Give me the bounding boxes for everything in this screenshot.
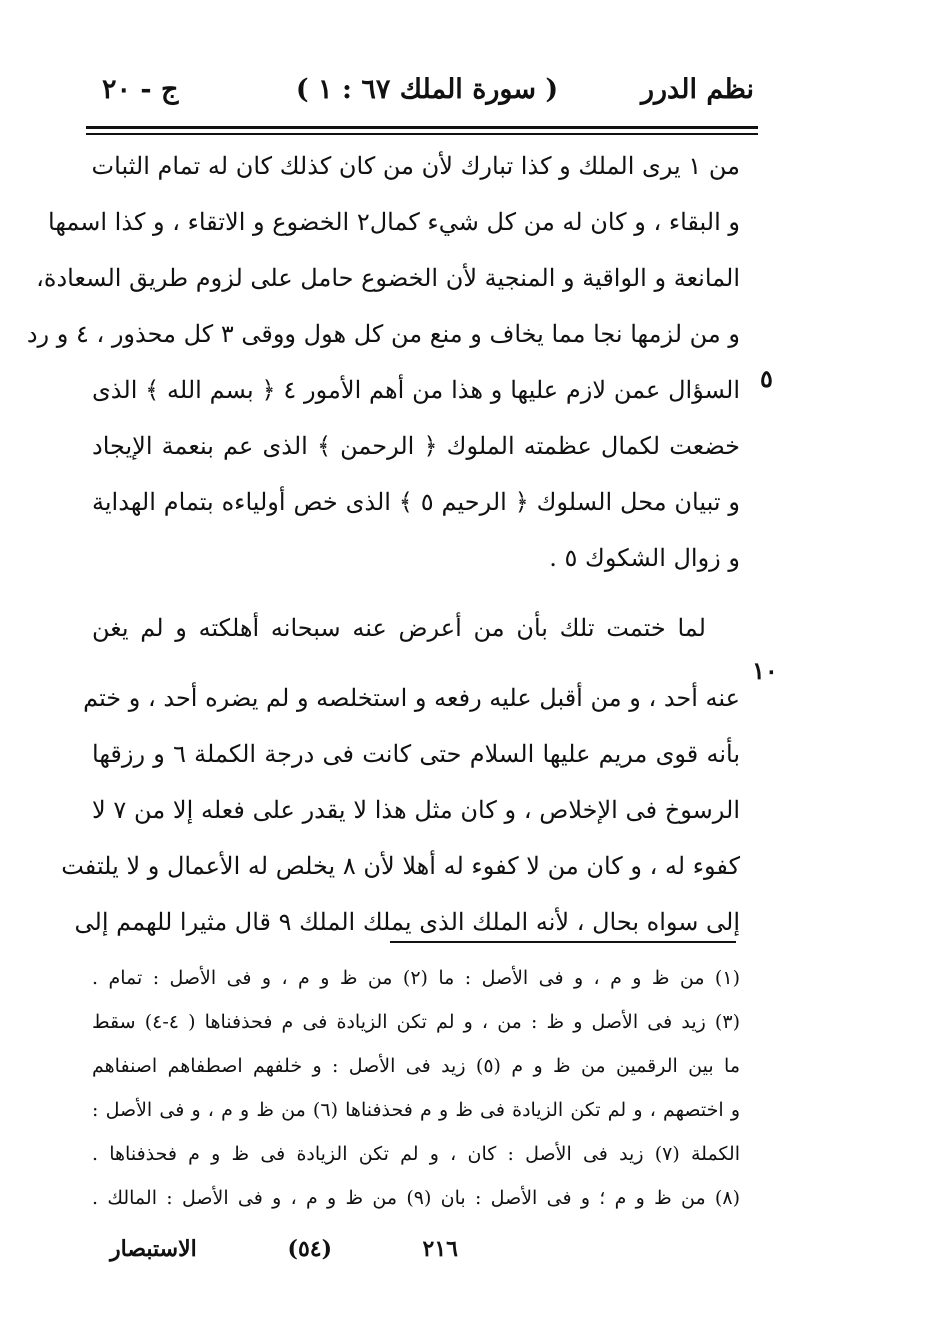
part-number: ج - ٢٠ — [102, 74, 179, 105]
page-footer — [90, 1236, 550, 1276]
footnote-line: (٨) من ظ و م ؛ و فى الأصل : بان (٩) من ظ و م ، و فى الأصل : المالك . — [92, 1187, 740, 1209]
footnote-line: ما بين الرقمين من ظ و م (٥) زيد فى الأصل : و خلفهم اصطفاهم اصنفاهم — [92, 1055, 741, 1077]
body-line: و تبيان محل السلوك ﴿ الرحيم ٥ ﴾ الذى خص أولياءه بتمام الهداية — [92, 488, 741, 516]
running-header — [92, 68, 762, 128]
body-line: كفوء له ، و كان من لا كفوء له أهلا لأن ٨ يخلص له الأعمال و لا يلتفت — [61, 852, 740, 880]
body-line: عنه أحد ، و من أقبل عليه رفعه و استخلصه و لم يضره أحد ، و ختم — [83, 684, 740, 712]
body-line: و من لزمها نجا مما يخاف و منع من كل هول ووقى ٣ كل محذور ، ٤ و رد — [26, 320, 740, 348]
footnote-line: و اختصهم ، و لم تكن الزيادة فى ظ و م فحذفناها (٦) من ظ و م ، و فى الأصل : — [92, 1099, 740, 1121]
body-line: لما ختمت تلك بأن من أعرض عنه سبحانه أهلكته و لم يغن — [92, 614, 706, 642]
body-line: و البقاء ، و كان له من كل شيء كمال٢ الخضوع و الاتقاء ، و كذا اسمها — [48, 208, 740, 236]
header-rule-thick — [86, 126, 758, 129]
line-number-5: ٥ — [760, 364, 773, 393]
body-text — [26, 138, 741, 950]
footnote-line: (٣) زيد فى الأصل و ظ : من ، و لم تكن الزيادة فى م فحذفناها ( ٤-٤) سقط — [92, 1011, 740, 1033]
surah-reference: ( سورة الملك ٦٧ : ١ ) — [295, 74, 559, 105]
signature-mark: (٥٤) — [287, 1236, 332, 1262]
page-number: ٢١٦ — [422, 1236, 458, 1262]
footnotes — [92, 956, 740, 1220]
footnote-line: (١) من ظ و م ، و فى الأصل : ما (٢) من ظ و م ، و فى الأصل : تمام . — [92, 967, 740, 989]
footnote-rule — [390, 941, 736, 943]
footnote-line: الكملة (٧) زيد فى الأصل : كان ، و لم تكن الزيادة فى ظ و م فحذفناها . — [92, 1143, 740, 1165]
body-line: المانعة و الواقية و المنجية لأن الخضوع حامل على لزوم طريق السعادة، — [36, 264, 740, 292]
body-line: بأنه قوى مريم عليها السلام حتى كانت فى درجة الكملة ٦ و رزقها — [92, 740, 740, 768]
line-number-10: ١٠ — [752, 656, 778, 685]
printer-name: الاستبصار — [110, 1236, 197, 1262]
body-line: السؤال عمن لازم عليها و هذا من أهم الأمور ٤ ﴿ بسم الله ﴾ الذى — [92, 376, 740, 404]
body-line: الرسوخ فى الإخلاص ، و كان مثل هذا لا يقدر على فعله إلا من ٧ لا — [92, 796, 740, 824]
body-line: إلى سواه بحال ، لأنه الملك الذى يملك الملك ٩ قال مثيرا للهمم إلى — [74, 908, 740, 936]
body-line: من ١ يرى الملك و كذا تبارك لأن من كان كذلك كان له تمام الثبات — [91, 152, 740, 180]
book-title: نظم الدرر — [640, 74, 754, 105]
header-rule-thin — [86, 133, 758, 135]
body-line: خضعت لكمال عظمته الملوك ﴿ الرحمن ﴾ الذى عم بنعمة الإيجاد — [92, 432, 740, 460]
body-line: و زوال الشكوك ٥ . — [549, 544, 740, 572]
